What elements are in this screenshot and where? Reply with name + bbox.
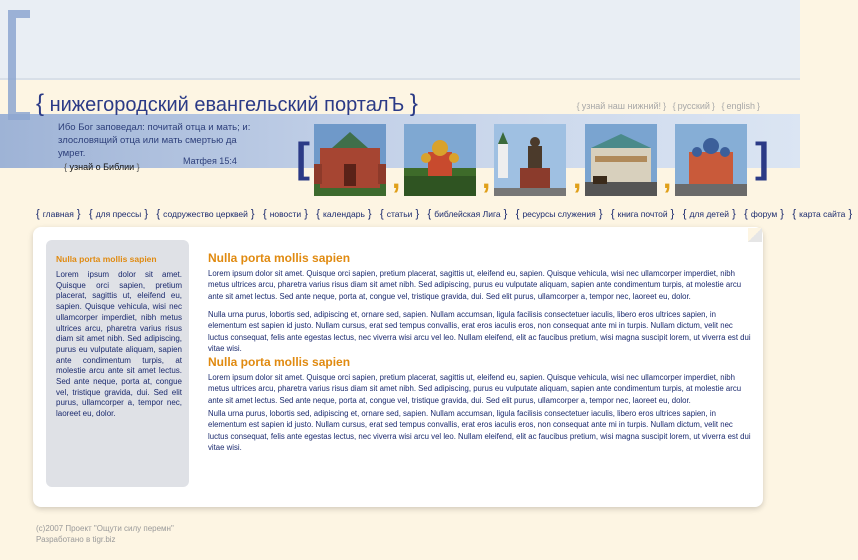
section-paragraph: Lorem ipsum dolor sit amet. Quisque orci sapien, pretium placerat, sagittis ut, eleifend eu, sapien. Quisque vehicula, wisi nec ullamcorper imperdiet, nibh metus ultrices arcu, pharetra varius risus diam sit amet nibh. Sed adipiscing, purus eu vulputate aliquam, sapien ante condimentum turpis, at molestie arcu ante sit amet lectus. Sed ante neque, porta at, congue vel, tristique gravida, dui. Sed elit purus, ullamcorper a, tempor nec, laoreet eu, dolor. bbox=[208, 269, 742, 301]
title-bracket-close: } bbox=[409, 90, 418, 117]
section-paragraph: Nulla urna purus, lobortis sed, adipiscing et, ornare sed, sapien. Nullam accumsan, ligula facilisis consectetuer iaculis, libero eros ultrices sapien, in elementum est sapien id justo. Nullam cursus, erat sed tempus convallis, erat eros iaculis eros, non consequat ante mi in turpis. Nullam dictum, velit nec luctus consequat, felis ante egestas lectus, nec viverra wisi arcu vel leo. Nullam eleifend, elit ac faucibus pretium, wisi magna suscipit lorem, ut viverra est dui vitae wisi. bbox=[208, 409, 751, 453]
top-link-english[interactable]: english bbox=[726, 101, 755, 111]
footer bbox=[36, 523, 174, 545]
top-links: { узнай наш нижний! } { русский } { english } bbox=[576, 101, 760, 111]
nav-item-articles[interactable]: { статьи } bbox=[379, 208, 420, 220]
photo-separator: , bbox=[482, 162, 491, 195]
photo-separator: , bbox=[663, 162, 672, 195]
nav-item-book-mail[interactable]: { книга почтой } bbox=[610, 208, 675, 220]
site-title-text: нижегородский евангельский порталЪ bbox=[49, 94, 405, 116]
nav-item-home[interactable]: { главная } bbox=[36, 208, 81, 220]
section-paragraph: Lorem ipsum dolor sit amet. Quisque orci sapien, pretium placerat, sagittis ut, eleifend eu, sapien. Quisque vehicula, wisi nec ullamcorper imperdiet, nibh metus ultrices arcu, pharetra varius risus diam sit amet nibh. Sed adipiscing, purus eu vulputate aliquam, sapien ante condimentum turpis, at molestie arcu ante sit amet lectus. Sed ante neque, porta at, congue vel, tristique gravida, dui. Sed elit purus, ullamcorper a, tempor nec, laoreet eu, dolor. bbox=[208, 373, 742, 405]
footer-copyright: (c)2007 Проект "Ощути силу перемн" bbox=[36, 524, 174, 533]
photo-separator: , bbox=[573, 162, 582, 195]
nav-item-sitemap[interactable]: { карта сайта } bbox=[792, 208, 853, 220]
photo-separator: , bbox=[392, 162, 401, 195]
cathedral-photo[interactable] bbox=[675, 124, 747, 196]
nav-item-press[interactable]: { для прессы } bbox=[88, 208, 149, 220]
header-divider bbox=[0, 78, 800, 80]
church-domes-photo[interactable] bbox=[404, 124, 476, 196]
verse-reference: Матфея 15:4 bbox=[183, 156, 237, 166]
photos-bracket-open: [ bbox=[296, 134, 310, 181]
title-bracket-open: { bbox=[36, 90, 45, 117]
top-link-russian[interactable]: русский bbox=[677, 101, 710, 111]
header-top-band bbox=[0, 0, 800, 80]
bible-link[interactable]: { узнай о Библии } bbox=[64, 162, 140, 172]
fair-building-photo[interactable] bbox=[585, 124, 657, 196]
decorative-bracket bbox=[8, 10, 30, 120]
section-title: Nulla porta mollis sapien bbox=[208, 251, 351, 265]
kremlin-tower-photo[interactable] bbox=[314, 124, 386, 196]
nav-item-news[interactable]: { новости } bbox=[262, 208, 308, 220]
bible-link-label: узнай о Библии bbox=[69, 162, 135, 172]
nav-item-forum[interactable]: { форум } bbox=[744, 208, 784, 220]
nav-item-kids[interactable]: { для детей } bbox=[682, 208, 736, 220]
photos-bracket-close: ] bbox=[755, 134, 769, 181]
footer-developer-link[interactable]: Разработано в tigr.biz bbox=[36, 535, 116, 544]
site-title[interactable] bbox=[36, 90, 418, 118]
top-link-about-city[interactable]: узнай наш нижний! bbox=[581, 101, 662, 111]
monument-photo[interactable] bbox=[494, 124, 566, 196]
nav-item-resources[interactable]: { ресурсы служения } bbox=[515, 208, 603, 220]
section-title: Nulla porta mollis sapien bbox=[208, 355, 351, 369]
page-fold-corner bbox=[748, 228, 762, 242]
sidebar-text: Lorem ipsum dolor sit amet. Quisque orci sapien, pretium placerat, sagittis ut, eleifend eu, sapien. Quisque vehicula, wisi nec ullamcorper imperdiet, nibh metus ultrices arcu, pharetra varius risus diam sit amet nibh. Sed adipiscing, purus eu vulputate aliquam, sapien ante condimentum turpis, at molestie arcu ante sit amet lectus. Sed ante neque, porta at, congue vel, tristique gravida, dui. Sed elit purus, ullamcorper a, tempor nec, laoreet eu, dolor. bbox=[56, 270, 182, 419]
nav-item-calendar[interactable]: { календарь } bbox=[316, 208, 372, 220]
main-nav bbox=[36, 208, 858, 220]
verse-text: Ибо Бог заповедал: почитай отца и мать; и: злословящий отца или мать смертью да умрет. bbox=[58, 122, 251, 159]
nav-item-bible-league[interactable]: { библейская Лига } bbox=[427, 208, 508, 220]
sidebar-title: Nulla porta mollis sapien bbox=[56, 254, 157, 264]
nav-item-churches[interactable]: { содружество церквей } bbox=[156, 208, 255, 220]
section-paragraph: Nulla urna purus, lobortis sed, adipiscing et, ornare sed, sapien. Nullam accumsan, ligula facilisis consectetuer iaculis, libero eros ultrices sapien, in elementum est sapien id justo. Nullam cursus, erat sed tempus convallis, erat eros iaculis eros, non consequat ante mi in turpis. Nullam dictum, velit nec luctus consequat, felis ante egestas lectus, nec viverra wisi arcu vel leo. Nullam eleifend, elit ac faucibus pretium, wisi magna suscipit lorem, ut viverra est dui vitae wisi. bbox=[208, 310, 751, 354]
